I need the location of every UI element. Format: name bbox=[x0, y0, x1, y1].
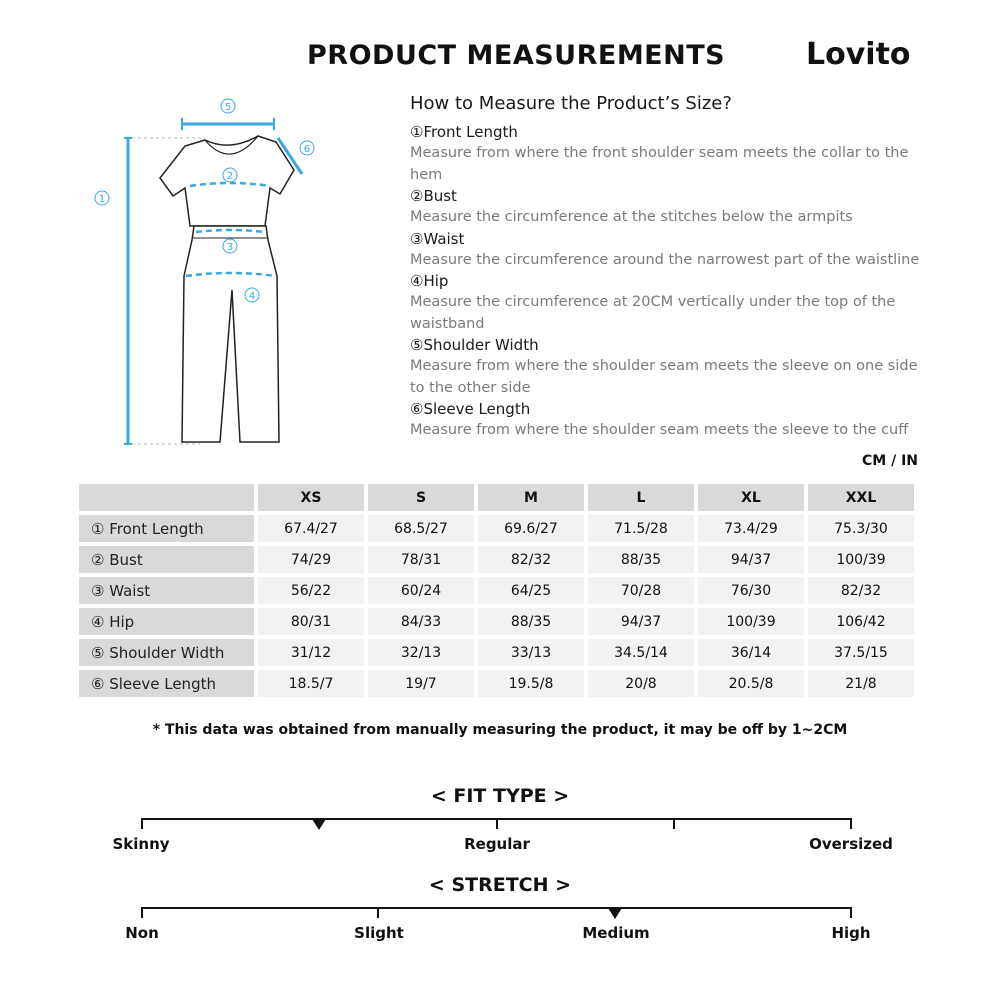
table-cell: 31/12 bbox=[258, 639, 364, 666]
table-cell: 74/29 bbox=[258, 546, 364, 573]
guide-item-front-length bbox=[410, 122, 920, 186]
table-row bbox=[79, 515, 914, 542]
page-title: PRODUCT MEASUREMENTS bbox=[307, 40, 726, 71]
size-chart-table bbox=[75, 480, 918, 701]
row-label: ③ Waist bbox=[79, 577, 254, 604]
table-cell: 82/32 bbox=[808, 577, 914, 604]
table-cell: 70/28 bbox=[588, 577, 694, 604]
stretch-label-non: Non bbox=[125, 924, 159, 942]
table-cell: 33/13 bbox=[478, 639, 584, 666]
row-label: ② Bust bbox=[79, 546, 254, 573]
table-cell: 82/32 bbox=[478, 546, 584, 573]
table-cell: 34.5/14 bbox=[588, 639, 694, 666]
table-cell: 88/35 bbox=[588, 546, 694, 573]
table-cell: 94/37 bbox=[698, 546, 804, 573]
svg-text:6: 6 bbox=[303, 144, 311, 155]
table-cell: 20.5/8 bbox=[698, 670, 804, 697]
table-cell: 69.6/27 bbox=[478, 515, 584, 542]
fit-type-tick bbox=[673, 818, 675, 829]
size-header: M bbox=[478, 484, 584, 511]
table-cell: 88/35 bbox=[478, 608, 584, 635]
guide-heading: ⑥Sleeve Length bbox=[410, 400, 531, 418]
guide-heading: ③Waist bbox=[410, 229, 465, 248]
fit-type-marker bbox=[312, 819, 326, 830]
table-cell: 32/13 bbox=[368, 639, 474, 666]
stretch-label-slight: Slight bbox=[354, 924, 404, 942]
fit-type-tick bbox=[850, 818, 852, 829]
table-cell: 76/30 bbox=[698, 577, 804, 604]
guide-heading: ④Hip bbox=[410, 272, 449, 290]
marker-shoulder-width bbox=[221, 99, 235, 113]
how-to-measure-title: How to Measure the Product’s Size? bbox=[410, 93, 732, 114]
row-label: ⑤ Shoulder Width bbox=[79, 639, 254, 666]
guide-item-sleeve-length bbox=[410, 399, 920, 442]
guide-description: Measure from where the shoulder seam meets the sleeve on one side to the other side bbox=[410, 358, 918, 396]
size-header: XXL bbox=[808, 484, 914, 511]
table-cell: 75.3/30 bbox=[808, 515, 914, 542]
guide-item-shoulder-width bbox=[410, 335, 920, 399]
guide-item-bust bbox=[410, 186, 920, 229]
size-header: XS bbox=[258, 484, 364, 511]
table-cell: 60/24 bbox=[368, 577, 474, 604]
table-cell: 64/25 bbox=[478, 577, 584, 604]
table-row bbox=[79, 608, 914, 635]
stretch-tick bbox=[141, 907, 143, 918]
unit-label: CM / IN bbox=[862, 453, 918, 469]
table-row bbox=[79, 546, 914, 573]
table-cell: 94/37 bbox=[588, 608, 694, 635]
svg-text:5: 5 bbox=[224, 102, 232, 113]
guide-item-hip bbox=[410, 271, 920, 335]
table-cell: 18.5/7 bbox=[258, 670, 364, 697]
stretch-scale-line bbox=[141, 907, 852, 909]
row-label: ⑥ Sleeve Length bbox=[79, 670, 254, 697]
measurement-note: * This data was obtained from manually measuring the product, it may be off by 1~2CM bbox=[152, 722, 848, 738]
table-cell: 20/8 bbox=[588, 670, 694, 697]
svg-text:2: 2 bbox=[226, 171, 234, 182]
table-row bbox=[79, 670, 914, 697]
fit-label-skinny: Skinny bbox=[112, 835, 170, 853]
fit-type-tick bbox=[496, 818, 498, 829]
garment-diagram bbox=[80, 90, 340, 460]
row-label: ① Front Length bbox=[79, 515, 254, 542]
table-cell: 56/22 bbox=[258, 577, 364, 604]
table-cell: 78/31 bbox=[368, 546, 474, 573]
table-cell: 19/7 bbox=[368, 670, 474, 697]
fit-type-tick bbox=[141, 818, 143, 829]
row-label: ④ Hip bbox=[79, 608, 254, 635]
table-cell: 71.5/28 bbox=[588, 515, 694, 542]
guide-heading: ①Front Length bbox=[410, 123, 518, 141]
table-cell: 84/33 bbox=[368, 608, 474, 635]
stretch-tick bbox=[850, 907, 852, 918]
guide-heading: ②Bust bbox=[410, 187, 457, 205]
guide-description: Measure the circumference around the narrowest part of the waistline bbox=[410, 251, 920, 268]
brand-logo: Lovito bbox=[806, 37, 911, 72]
marker-sleeve-length bbox=[300, 141, 314, 155]
guide-item-waist bbox=[410, 229, 920, 272]
size-header: XL bbox=[698, 484, 804, 511]
table-cell: 19.5/8 bbox=[478, 670, 584, 697]
stretch-tick bbox=[377, 907, 379, 918]
stretch-title: < STRETCH > bbox=[428, 874, 572, 896]
table-row bbox=[79, 639, 914, 666]
table-cell: 36/14 bbox=[698, 639, 804, 666]
fit-label-regular: Regular bbox=[464, 835, 530, 853]
guide-description: Measure from where the shoulder seam meets the sleeve to the cuff bbox=[410, 422, 909, 438]
svg-text:3: 3 bbox=[226, 242, 234, 253]
table-cell: 100/39 bbox=[808, 546, 914, 573]
stretch-label-high: High bbox=[831, 924, 871, 942]
stretch-label-medium: Medium bbox=[582, 924, 650, 942]
measurement-guide bbox=[410, 122, 920, 442]
fit-label-oversized: Oversized bbox=[809, 835, 893, 853]
table-row bbox=[79, 577, 914, 604]
guide-description: Measure from where the front shoulder seam meets the collar to the hem bbox=[410, 145, 909, 183]
table-cell: 37.5/15 bbox=[808, 639, 914, 666]
table-cell: 100/39 bbox=[698, 608, 804, 635]
table-header-row bbox=[79, 484, 914, 511]
guide-heading: ⑤Shoulder Width bbox=[410, 336, 539, 354]
marker-front-length bbox=[95, 191, 109, 205]
table-cell: 68.5/27 bbox=[368, 515, 474, 542]
stretch-marker bbox=[608, 908, 622, 919]
fit-type-title: < FIT TYPE > bbox=[430, 785, 570, 807]
size-header: L bbox=[588, 484, 694, 511]
table-cell: 106/42 bbox=[808, 608, 914, 635]
table-cell: 80/31 bbox=[258, 608, 364, 635]
guide-description: Measure the circumference at the stitches below the armpits bbox=[410, 209, 853, 225]
table-cell: 73.4/29 bbox=[698, 515, 804, 542]
guide-description: Measure the circumference at 20CM vertically under the top of the waistband bbox=[410, 294, 896, 332]
svg-text:1: 1 bbox=[98, 194, 106, 205]
table-cell: 67.4/27 bbox=[258, 515, 364, 542]
size-header: S bbox=[368, 484, 474, 511]
table-cell: 21/8 bbox=[808, 670, 914, 697]
table-corner bbox=[79, 484, 254, 511]
svg-text:4: 4 bbox=[248, 291, 256, 302]
